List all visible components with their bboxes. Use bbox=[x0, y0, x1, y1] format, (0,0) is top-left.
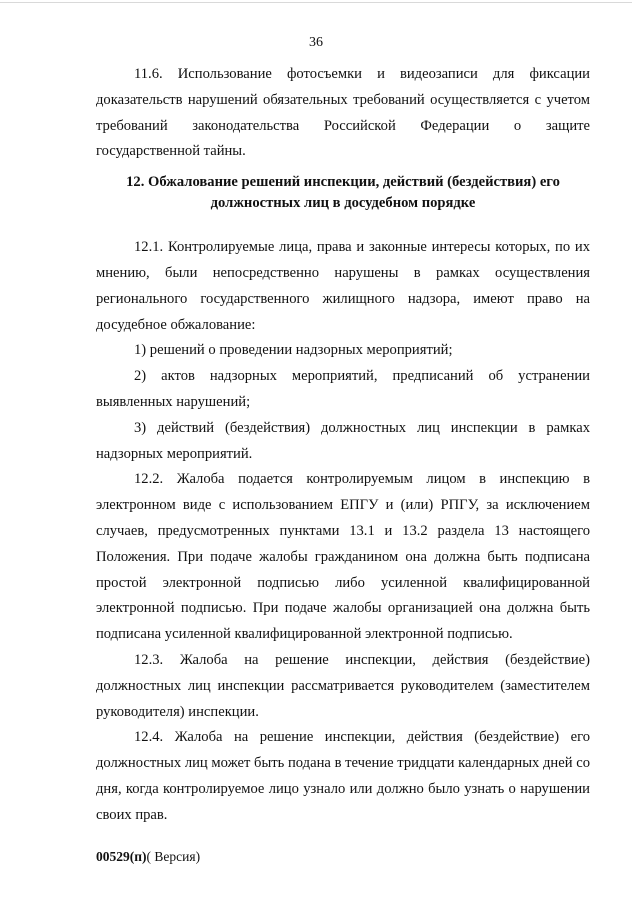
document-version: ( Версия) bbox=[146, 849, 201, 864]
paragraph-12-1: 12.1. Контролируемые лица, права и законные интересы которых, по их мнению, были непосредственно нарушены в рамках осуществления регионального государственного жилищного надзора, имеют право на досудебное обжалование: bbox=[96, 239, 590, 333]
page-body bbox=[96, 62, 590, 829]
list-item-1: 1) решений о проведении надзорных мероприятий; bbox=[134, 342, 453, 359]
paragraph-12-4: 12.4. Жалоба на решение инспекции, действия (бездействие) его должностных лиц может быть подана в течение тридцати календарных дней со дня, когда контролируемое лицо узнало или должно было узнать о нарушении своих прав. bbox=[96, 729, 590, 823]
document-code: 00529(п) bbox=[96, 849, 147, 864]
document-footer bbox=[96, 849, 200, 865]
list-item-2: 2) актов надзорных мероприятий, предписаний об устранении выявленных нарушений; bbox=[96, 368, 590, 410]
top-border-line bbox=[0, 2, 632, 3]
paragraph-12-3: 12.3. Жалоба на решение инспекции, действия (бездействие) должностных лиц инспекции рассматривается руководителем (заместителем руководителя) инспекции. bbox=[96, 651, 590, 720]
paragraph-11-6: 11.6. Использование фотосъемки и видеозаписи для фиксации доказательств нарушений обязательных требований осуществляется с учетом требований законодательства Российской Федерации о защите государственной тайны. bbox=[96, 66, 590, 160]
list-item-3: 3) действий (бездействия) должностных лиц инспекции в рамках надзорных мероприятий. bbox=[96, 419, 590, 462]
page-number: 36 bbox=[309, 35, 323, 50]
paragraph-12-2: 12.2. Жалоба подается контролируемым лицом в инспекцию в электронном виде с использованием ЕПГУ и (или) РПГУ, за исключением случаев, предусмотренных пунктами 13.1 и 13.2 раздела 13 настоящего Положения. При подаче жалобы гражданином она должна быть подписана простой электронной подписью либо усиленной квалифицированной электронной подписью. При подаче жалобы организацией она должна быть подписана усиленной квалифицированной электронной подписью. bbox=[96, 471, 590, 643]
section-heading-12: 12. Обжалование решений инспекции, действий (бездействия) его должностных лиц в досудебном порядке bbox=[126, 174, 560, 212]
